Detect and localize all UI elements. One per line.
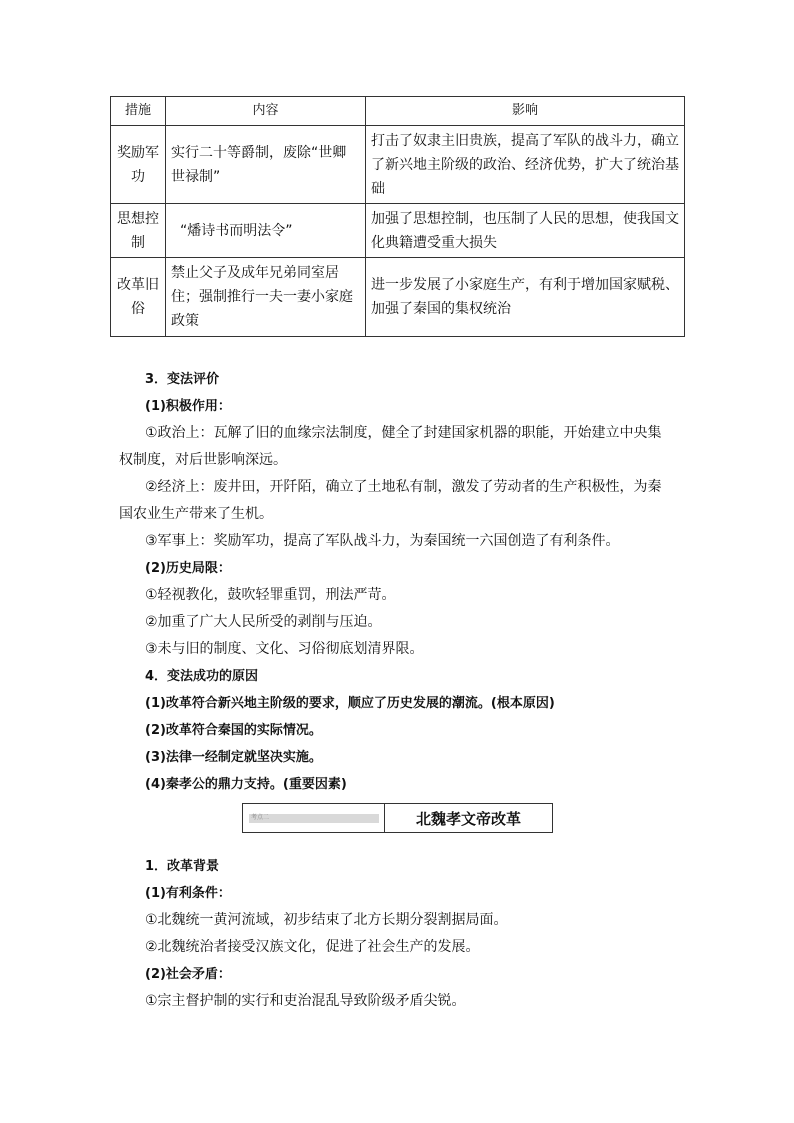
header-content: 内容 xyxy=(166,97,366,126)
cell-impact: 加强了思想控制，也压制了人民的思想，使我国文化典籍遭受重大损失 xyxy=(366,204,685,258)
cell-content: “燔诗书而明法令” xyxy=(166,204,366,258)
paragraph-line: ③未与旧的制度、文化、习俗彻底划清界限。 xyxy=(145,641,424,657)
table-row xyxy=(111,258,685,337)
paragraph-line: ①政治上：瓦解了旧的血缘宗法制度，健全了封建国家机器的职能，开始建立中央集 xyxy=(145,425,662,441)
section-heading: 1．改革背景 xyxy=(145,859,220,874)
topic-tag-bar xyxy=(249,814,379,823)
paragraph-line: (1)改革符合新兴地主阶级的要求，顺应了历史发展的潮流。(根本原因) xyxy=(145,696,555,711)
paragraph-line: (4)秦孝公的鼎力支持。(重要因素) xyxy=(145,777,347,792)
paragraph-line: 国农业生产带来了生机。 xyxy=(119,506,273,522)
header-measure: 措施 xyxy=(111,97,166,126)
cell-impact: 进一步发展了小家庭生产，有利于增加国家赋税、加强了秦国的集权统治 xyxy=(366,258,685,337)
table-header-row xyxy=(111,97,685,126)
cell-content: 禁止父子及成年兄弟同室居住；强制推行一夫一妻小家庭政策 xyxy=(166,258,366,337)
paragraph-line: ①宗主督护制的实行和吏治混乱导致阶级矛盾尖锐。 xyxy=(145,993,466,1009)
topic-tag-label: 考点二 xyxy=(251,813,270,821)
paragraph-line: ①轻视教化，鼓吹轻罪重罚，刑法严苛。 xyxy=(145,587,396,603)
paragraph-line: ③军事上：奖励军功，提高了军队战斗力，为秦国统一六国创造了有利条件。 xyxy=(145,533,620,549)
topic-heading-box xyxy=(242,803,553,833)
section-heading: 4．变法成功的原因 xyxy=(145,669,259,684)
cell-measure: 奖励军功 xyxy=(111,126,166,204)
subsection-heading: (1)有利条件： xyxy=(145,886,231,901)
paragraph-line: ②经济上：废井田，开阡陌，确立了土地私有制，激发了劳动者的生产积极性，为秦 xyxy=(145,479,662,495)
topic-title: 北魏孝文帝改革 xyxy=(415,809,521,828)
section-heading: 3．变法评价 xyxy=(145,372,220,387)
topic-tag xyxy=(243,804,385,832)
table-row xyxy=(111,126,685,204)
cell-measure: 改革旧俗 xyxy=(111,258,166,337)
paragraph-line: ②北魏统治者接受汉族文化，促进了社会生产的发展。 xyxy=(145,939,480,955)
reform-measures-table xyxy=(110,96,685,337)
paragraph-line: (2)改革符合秦国的实际情况。 xyxy=(145,723,322,738)
paragraph-line: ①北魏统一黄河流域，初步结束了北方长期分裂割据局面。 xyxy=(145,912,508,928)
subsection-heading: (2)历史局限： xyxy=(145,561,231,576)
header-impact: 影响 xyxy=(366,97,685,126)
cell-content: 实行二十等爵制，废除“世卿世禄制” xyxy=(166,126,366,204)
paragraph-line: 权制度，对后世影响深远。 xyxy=(119,452,287,468)
paragraph-line: (3)法律一经制定就坚决实施。 xyxy=(145,750,322,765)
paragraph-line: ②加重了广大人民所受的剥削与压迫。 xyxy=(145,614,382,630)
subsection-heading: (2)社会矛盾： xyxy=(145,967,231,982)
cell-impact: 打击了奴隶主旧贵族，提高了军队的战斗力，确立了新兴地主阶级的政治、经济优势，扩大了统治基础 xyxy=(366,126,685,204)
subsection-heading: (1)积极作用： xyxy=(145,399,231,414)
cell-measure: 思想控制 xyxy=(111,204,166,258)
table-row xyxy=(111,204,685,258)
